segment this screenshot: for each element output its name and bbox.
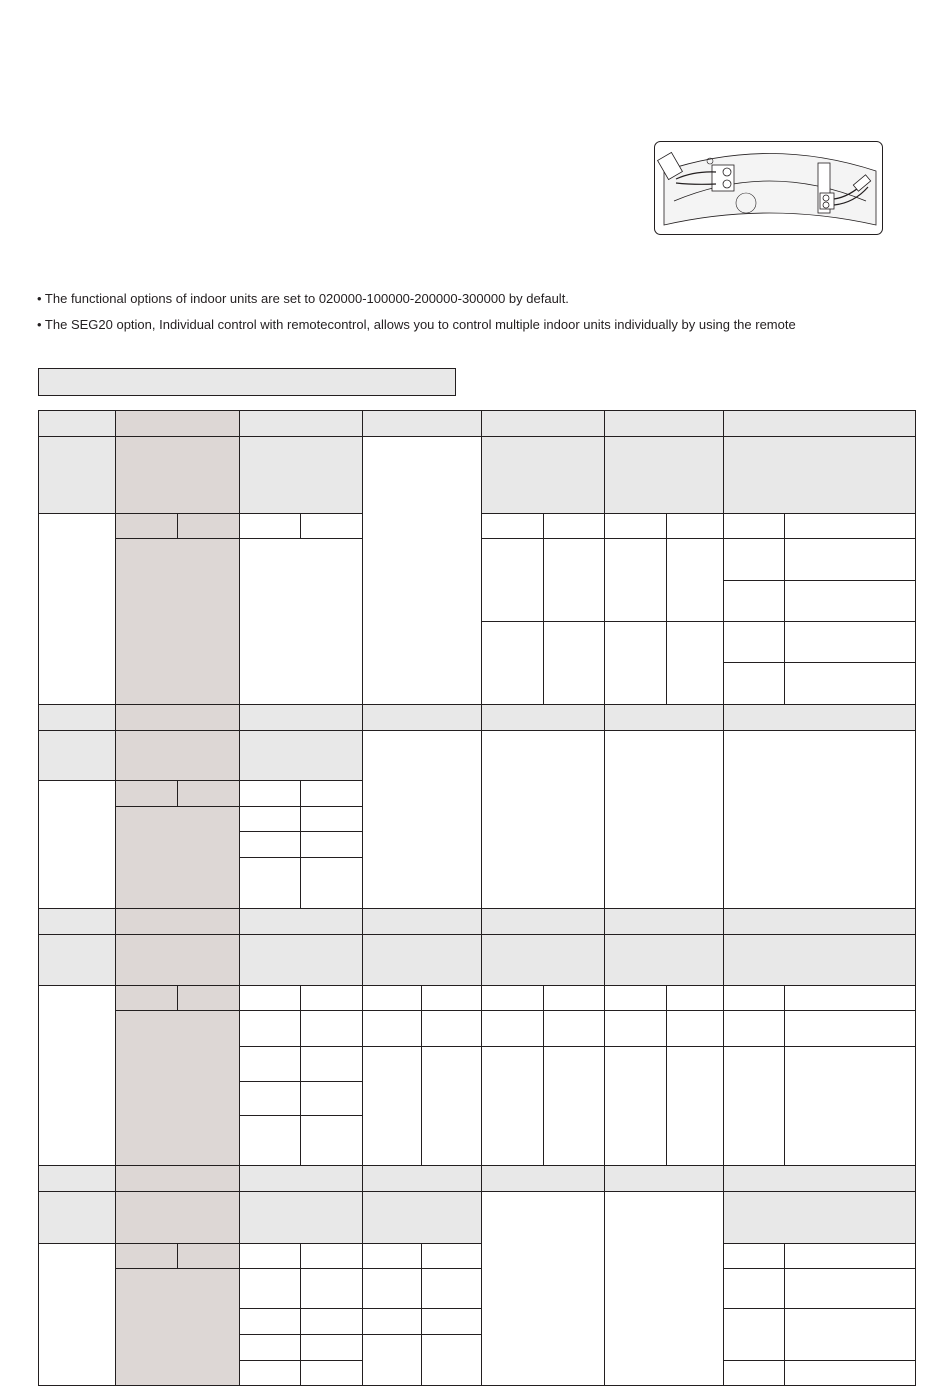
note-seg20-option: • The SEG20 option, Individual control with remotecontrol, allows you to control multiple indoor units individually by using the remote	[37, 317, 796, 332]
note-default-options: • The functional options of indoor units are set to 020000-100000-200000-300000 by default.	[37, 291, 569, 306]
